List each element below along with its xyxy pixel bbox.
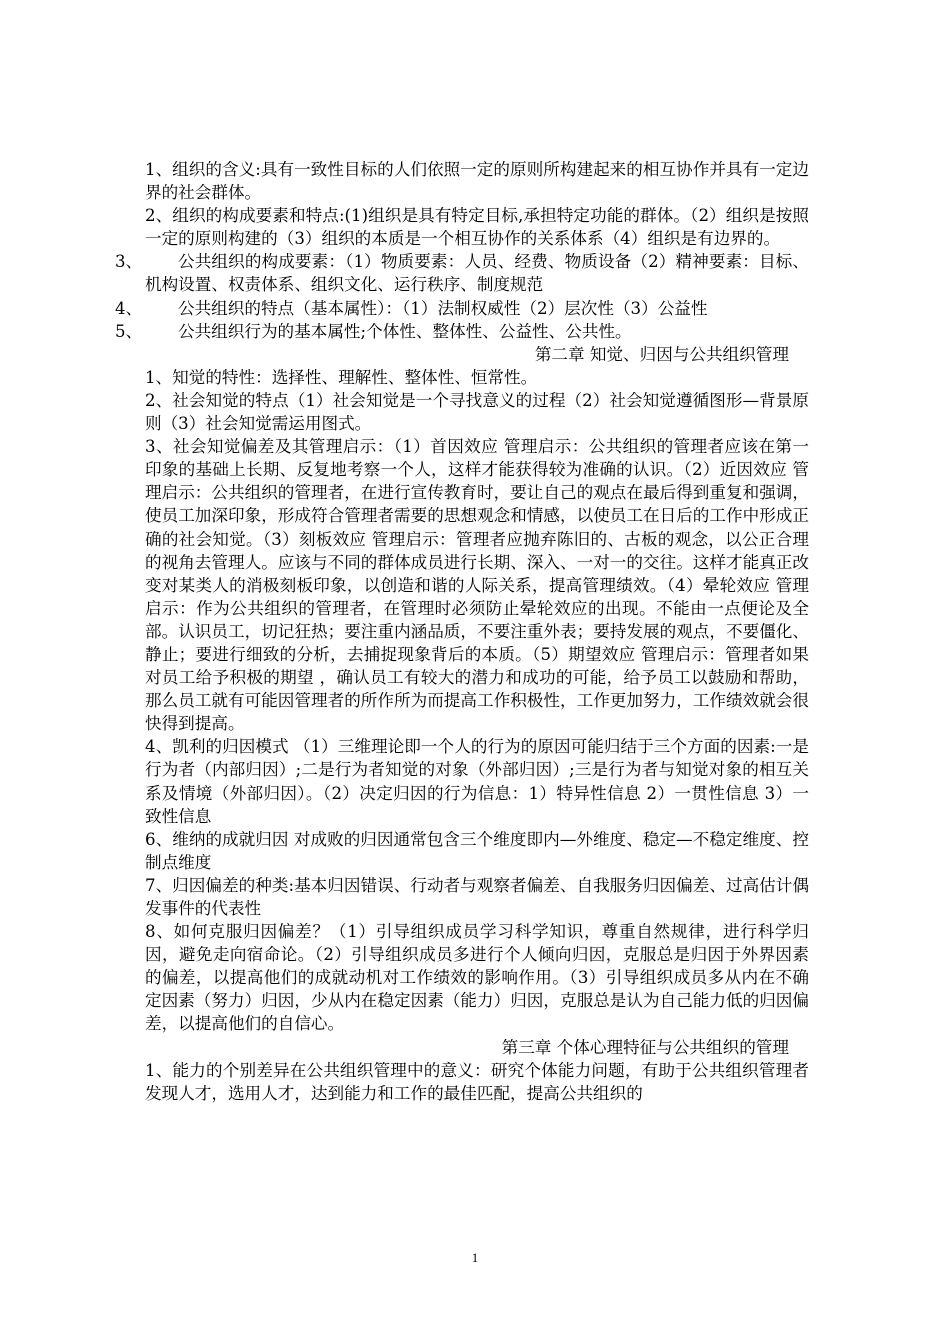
item-number: 5、: [115, 321, 143, 341]
paragraph: 2、社会知觉的特点（1）社会知觉是一个寻找意义的过程（2）社会知觉遵循图形—背景原则（3）社会知觉需运用图式。: [145, 390, 809, 434]
paragraph: 4、凯利的归因模式 （1）三维理论即一个人的行为的原因可能归结于三个方面的因素:一是行为者（内部归因）;二是行为者知觉的对象（外部归因）;三是行为者与知觉对象的相互关系及情境（外部归因）。（2）决定归因的行为信息：1）特异性信息 2）一贯性信息 3）一致性信息: [145, 737, 809, 826]
chapter-heading: 第三章 个体心理特征与公共组织的管理: [501, 1037, 789, 1057]
item-text: 公共组织的构成要素：（1）物质要素：人员、经费、物质设备（2）精神要素：目标、机构设置、权责体系、组织文化、运行秩序、制度规范: [145, 252, 809, 295]
paragraph: 3、社会知觉偏差及其管理启示：（1）首因效应 管理启示：公共组织的管理者应该在第一印象的基础上长期、反复地考察一个人，这样才能获得较为准确的认识。（2）近因效应 管理启示：公共组织的管理者，在进行宣传教育时，要让自己的观点在最后得到重复和强调，使员工加深印象，形成符合管理者需要的思想观念和情感，以使员工在日后的工作中形成正确的社会知觉。（3）刻板效应 管理启示：管理者应抛弃陈旧的、古板的观念，以公正合理的视角去管理人。应该与不同的群体成员进行长期、深入、一对一的交往。这样才能真正改变对某类人的消极刻板印象，以创造和谐的人际关系，提高管理绩效。（4）晕轮效应 管理启示：作为公共组织的管理者，在管理时必须防止晕轮效应的出现。不能由一点便论及全部。认识员工，切记狂热；要注重内涵品质，不要注重外表；要持发展的观点，不要僵化、静止；要进行细致的分析，去捕捉现象背后的本质。（5）期望效应 管理启示：管理者如果对员工给予积极的期望 ，确认员工有较大的潜力和成功的可能，给予员工以鼓励和帮助，那么员工就有可能因管理者的所作所为而提高工作积极性，工作更加努力，工作绩效就会很快得到提高。: [145, 437, 809, 734]
paragraph: 1、组织的含义:具有一致性目标的人们依照一定的原则所构建起来的相互协作并具有一定边界的社会群体。: [145, 160, 809, 203]
paragraph: 1、知觉的特性：选择性、理解性、整体性、恒常性。: [145, 367, 538, 387]
paragraph: 6、维纳的成就归因 对成败的归因通常包含三个维度即内—外维度、稳定—不稳定维度、控制点维度: [145, 829, 809, 872]
document-body: [115, 158, 809, 1105]
numbered-paragraph: [115, 320, 809, 343]
paragraph: 1、能力的个别差异在公共组织管理中的意义：研究个体能力问题，有助于公共组织管理者发现人才，选用人才，达到能力和工作的最佳匹配，提高公共组织的: [145, 1060, 809, 1103]
paragraph: 2、组织的构成要素和特点:(1)组织是具有特定目标,承担特定功能的群体。（2）组织是按照一定的原则构建的（3）组织的本质是一个相互协作的关系体系（4）组织是有边界的。: [145, 206, 809, 249]
chapter-heading: 第二章 知觉、归因与公共组织管理: [534, 344, 789, 364]
paragraph: 8、如何克服归因偏差？（1）引导组织成员学习科学知识，尊重自然规律，进行科学归因，避免走向宿命论。（2）引导组织成员多进行个人倾向归因，克服总是归因于外界因素的偏差，以提高他们的成就动机对工作绩效的影响作用。（3）引导组织成员多从内在不确定因素（努力）归因，少从内在稳定因素（能力）归因，克服总是认为自己能力低的归因偏差，以提高他们的自信心。: [145, 922, 809, 1034]
item-number: 4、: [115, 298, 143, 318]
page-number: 1: [471, 1250, 479, 1265]
numbered-paragraph: [115, 250, 809, 296]
numbered-paragraph: [115, 297, 809, 320]
item-text: 公共组织的特点（基本属性）：（1）法制权威性（2）层次性（3）公益性: [178, 298, 708, 318]
paragraph: 7、归因偏差的种类:基本归因错误、行动者与观察者偏差、自我服务归因偏差、过高估计偶发事件的代表性: [145, 875, 809, 918]
item-number: 3、: [115, 252, 143, 272]
item-text: 公共组织行为的基本属性;个体性、整体性、公益性、公共性。: [178, 321, 632, 341]
